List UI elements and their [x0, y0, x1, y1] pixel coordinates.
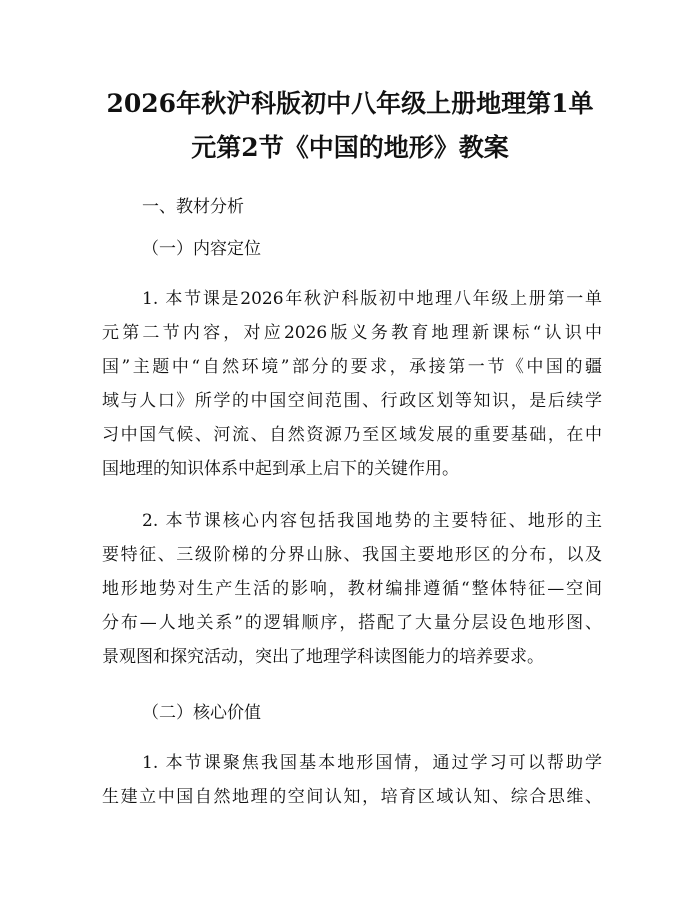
paragraph-line: 国”主题中“自然环境”部分的要求，承接第一节《中国的疆: [102, 357, 602, 377]
subsection-heading-content-position: （一）内容定位: [142, 239, 261, 259]
paragraph-line: 国地理的知识体系中起到承上启下的关键作用。: [102, 459, 459, 479]
paragraph-line: 域与人口》所学的中国空间范围、行政区划等知识，是后续学: [102, 391, 602, 411]
paragraph-line: 2. 本节课核心内容包括我国地势的主要特征、地形的主: [142, 511, 602, 531]
paragraph-line: 景观图和探究活动，突出了地理学科读图能力的培养要求。: [102, 647, 544, 667]
paragraph-line: 生建立中国自然地理的空间认知，培育区域认知、综合思维、: [102, 787, 602, 807]
paragraph-line: 习中国气候、河流、自然资源乃至区域发展的重要基础，在中: [102, 425, 602, 445]
paragraph-line: 要特征、三级阶梯的分界山脉、我国主要地形区的分布，以及: [102, 545, 602, 565]
paragraph-line: 分布—人地关系”的逻辑顺序，搭配了大量分层设色地形图、: [102, 613, 602, 633]
paragraph-line: 元第二节内容，对应2026版义务教育地理新课标“认识中: [102, 323, 602, 343]
paragraph-line: 1. 本节课聚焦我国基本地形国情，通过学习可以帮助学: [142, 753, 602, 773]
paragraph-line: 1. 本节课是2026年秋沪科版初中地理八年级上册第一单: [142, 289, 602, 309]
document-title-line-2: 元第2节《中国的地形》教案: [191, 133, 509, 162]
subsection-heading-core-value: （二）核心价值: [142, 703, 261, 723]
section-heading: 一、教材分析: [142, 197, 244, 217]
document-title-line-1: 2026年秋沪科版初中八年级上册地理第1单: [106, 89, 594, 118]
paragraph-line: 地形地势对生产生活的影响，教材编排遵循“整体特征—空间: [102, 579, 602, 599]
